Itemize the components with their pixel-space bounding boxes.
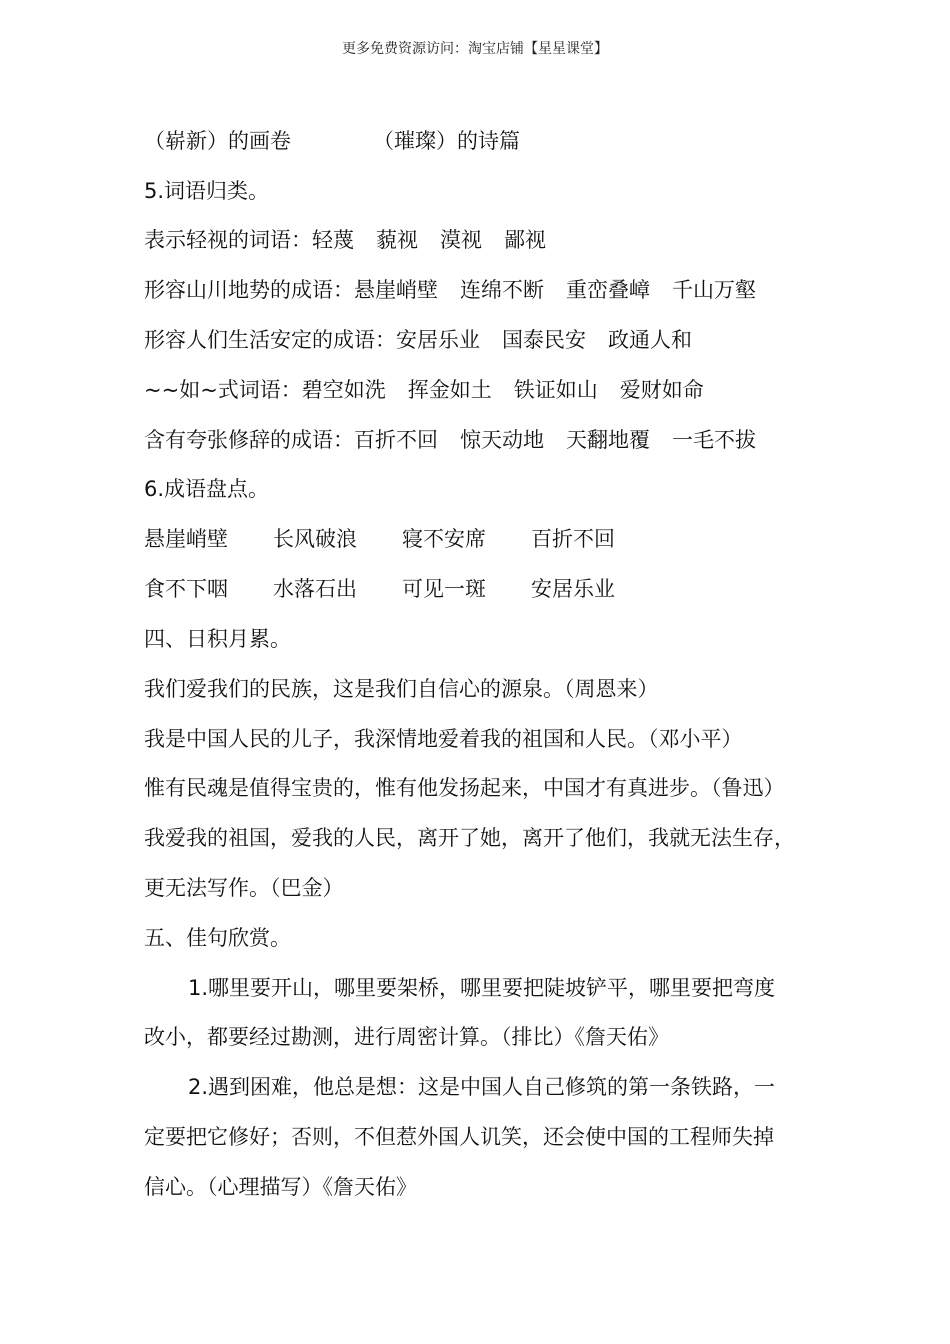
category-label: 形容人们生活安定的成语： <box>144 328 396 352</box>
idiom-item: 食不下咽 <box>144 577 228 601</box>
category-label: 形容山川地势的成语： <box>144 278 354 302</box>
sentence-line: 1.哪里要开山，哪里要架桥，哪里要把陡坡铲平，哪里要把弯度 <box>188 976 776 1000</box>
idiom-item: 长风破浪 <box>273 527 357 551</box>
category-row <box>144 275 756 305</box>
sentence-line: 改小，都要经过勘测，进行周密计算。（排比）《詹天佑》 <box>144 1025 669 1049</box>
category-row <box>144 325 692 355</box>
quote-line: 我们爱我们的民族，这是我们自信心的源泉。（周恩来） <box>144 677 659 701</box>
word-pairs-row <box>144 126 520 156</box>
word-item: 爱财如命 <box>619 378 704 402</box>
category-row <box>144 225 546 255</box>
word-item: 鄙视 <box>504 228 546 252</box>
sentence-line: 定要把它修好；否则，不但惹外国人讥笑，还会使中国的工程师失掉 <box>144 1125 774 1149</box>
word-item: 挥金如土 <box>407 378 492 402</box>
word-item: 重峦叠嶂 <box>566 278 650 302</box>
word-item: 天翻地覆 <box>566 428 650 452</box>
sentence-line: 信心。（心理描写）《詹天佑》 <box>144 1175 417 1199</box>
word-item: 铁证如山 <box>513 378 598 402</box>
category-label: 表示轻视的词语： <box>144 228 312 252</box>
quote-line: 惟有民魂是值得宝贵的，惟有他发扬起来，中国才有真进步。（鲁迅） <box>144 776 785 800</box>
word-item: 藐视 <box>376 228 418 252</box>
category-label: ~~如~式词语： <box>144 378 302 402</box>
quote-line: 更无法写作。（巴金） <box>144 876 344 900</box>
word-item: 政通人和 <box>608 328 692 352</box>
word-pair: （璀璨）的诗篇 <box>373 129 520 153</box>
word-item: 安居乐业 <box>396 328 480 352</box>
section-title: 5.词语归类。 <box>144 179 270 203</box>
category-row <box>144 425 756 455</box>
word-item: 漠视 <box>440 228 482 252</box>
section-title: 6.成语盘点。 <box>144 477 270 501</box>
sentence-line: 2.遇到困难，他总是想：这是中国人自己修筑的第一条铁路，一 <box>188 1075 776 1099</box>
idiom-item: 百折不回 <box>531 527 615 551</box>
idiom-item: 安居乐业 <box>531 577 615 601</box>
word-item: 国泰民安 <box>502 328 586 352</box>
section-title: 五、佳句欣赏。 <box>144 926 291 950</box>
section-title: 四、日积月累。 <box>144 627 291 651</box>
word-pair: （崭新）的画卷 <box>144 129 291 153</box>
word-item: 轻蔑 <box>312 228 354 252</box>
word-item: 千山万壑 <box>672 278 756 302</box>
page-header: 更多免费资源访问：淘宝店铺【星星课堂】 <box>342 41 608 57</box>
idiom-item: 水落石出 <box>273 577 357 601</box>
word-item: 一毛不拔 <box>672 428 756 452</box>
word-item: 悬崖峭壁 <box>354 278 438 302</box>
word-item: 惊天动地 <box>460 428 544 452</box>
word-item: 碧空如洗 <box>301 378 386 402</box>
idiom-item: 可见一斑 <box>402 577 486 601</box>
quote-line: 我爱我的祖国，爱我的人民，离开了她，离开了他们，我就无法生存， <box>144 826 795 850</box>
idiom-item: 寝不安席 <box>402 527 486 551</box>
quote-line: 我是中国人民的儿子，我深情地爱着我的祖国和人民。（邓小平） <box>144 727 743 751</box>
word-item: 百折不回 <box>354 428 438 452</box>
word-item: 连绵不断 <box>460 278 544 302</box>
category-label: 含有夸张修辞的成语： <box>144 428 354 452</box>
idiom-row <box>144 524 615 554</box>
idiom-item: 悬崖峭壁 <box>144 527 228 551</box>
idiom-row <box>144 574 615 604</box>
category-row <box>144 375 704 405</box>
